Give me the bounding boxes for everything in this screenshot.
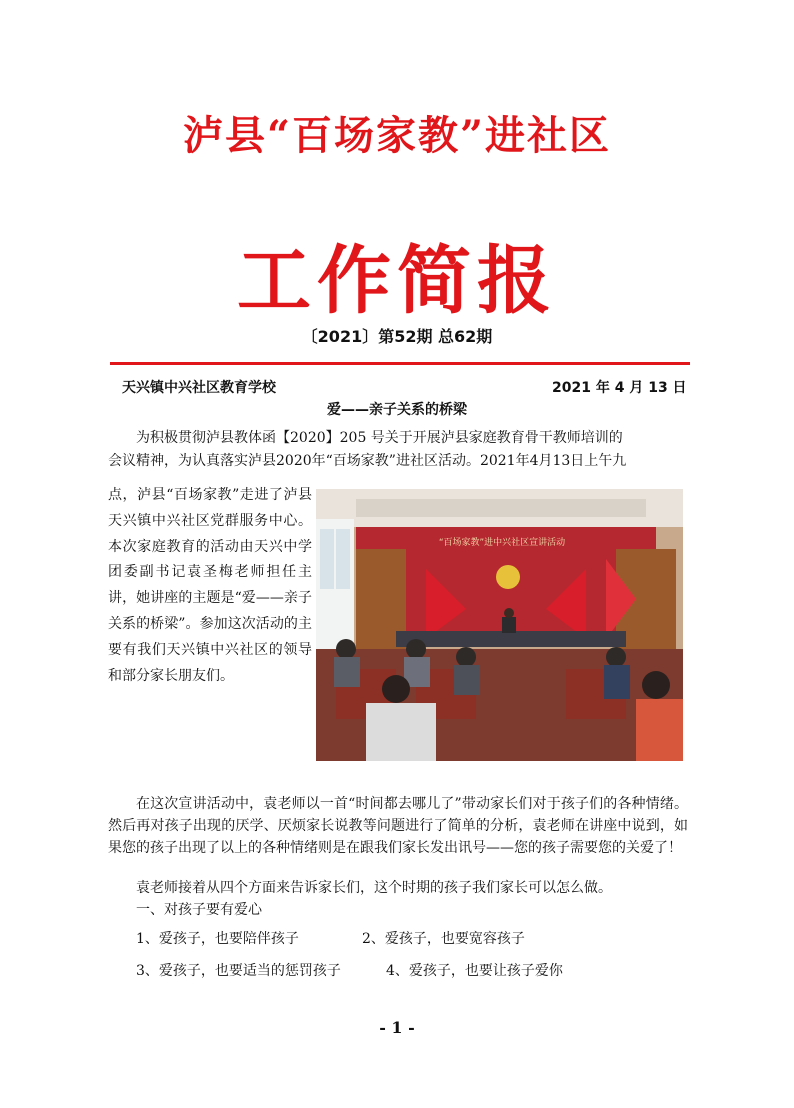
- photo-banner-text: “百场家教”进中兴社区宣讲活动: [438, 538, 566, 548]
- paragraph-2: 在这次宣讲活动中，袁老师以一首“时间都去哪儿了”带动家长们对于孩子们的各种情绪。然后再对孩子出现的厌学、厌烦家长说教等问题进行了简单的分析，袁老师在讲座中说到，如果您的孩子出现了以上的各种情绪则是在跟我们家长发出讯号——您的孩子需要您的关爱了！: [108, 796, 688, 856]
- section-heading-1: 一、对孩子要有爱心: [136, 902, 262, 918]
- list-item: 2、爱孩子，也要宽容孩子: [362, 931, 525, 947]
- report-date: 2021 年 4 月 13 日: [552, 380, 687, 396]
- header-divider: [110, 362, 690, 365]
- list-item: 4、爱孩子，也要让孩子爱你: [386, 963, 563, 979]
- issue-number: 〔2021〕第52期 总62期: [301, 327, 493, 346]
- newsletter-title: 泸县“百场家教”进社区: [182, 112, 611, 159]
- article-title: 爱——亲子关系的桥梁: [327, 402, 467, 418]
- paragraph-1-wrapped: 点，泸县“百场家教”走进了泸县天兴镇中兴社区党群服务中心。本次家庭教育的活动由天兴中学团委副书记袁圣梅老师担任主讲，她讲座的主题是“爱——亲子关系的桥梁”。参加这次活动的主要有我们天兴镇中兴社区的领导和部分家长朋友们。: [108, 487, 312, 684]
- paragraph-3: 袁老师接着从四个方面来告诉家长们，这个时期的孩子我们家长可以怎么做。: [136, 880, 612, 896]
- page-number: - 1 -: [379, 1018, 415, 1037]
- newsletter-masthead: 工作简报: [237, 238, 557, 324]
- paragraph-1-line-1: 为积极贯彻泸县教体函【2020】205 号关于开展泸县家庭教育骨干教师培训的: [136, 430, 623, 446]
- event-photo: [316, 489, 683, 761]
- paragraph-1-line-2: 会议精神，为认真落实泸县2020年“百场家教”进社区活动。2021年4月13日上午九: [108, 453, 627, 469]
- school-name: 天兴镇中兴社区教育学校: [122, 380, 276, 396]
- list-item: 1、爱孩子，也要陪伴孩子: [136, 931, 299, 947]
- list-item: 3、爱孩子，也要适当的惩罚孩子: [136, 963, 341, 979]
